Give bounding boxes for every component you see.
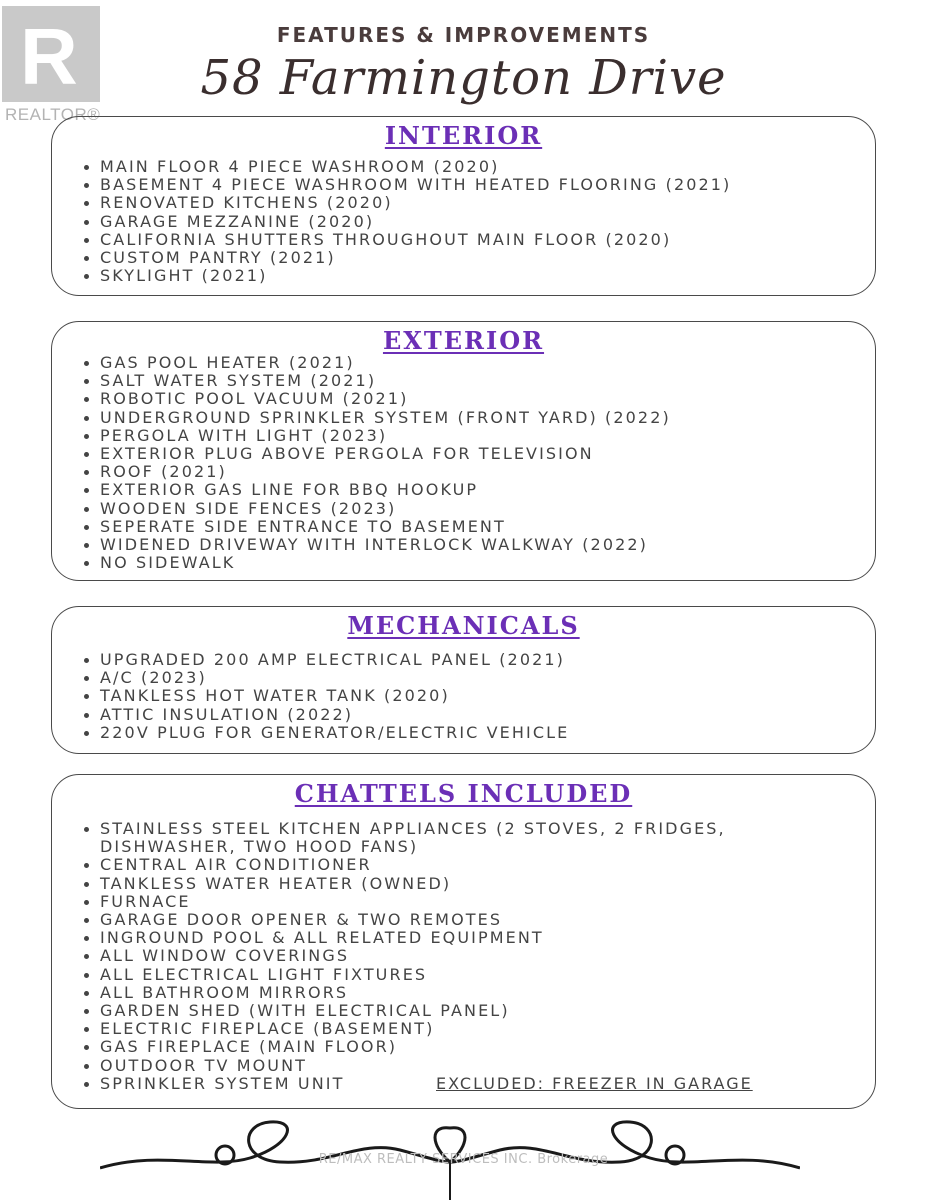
list-item: WIDENED DRIVEWAY WITH INTERLOCK WALKWAY (2022) <box>80 536 861 554</box>
list-item: ALL WINDOW COVERINGS <box>80 947 857 965</box>
list-item: RENOVATED KITCHENS (2020) <box>80 194 861 212</box>
list-item: WOODEN SIDE FENCES (2023) <box>80 500 861 518</box>
realtor-logo-text: REALTOR® <box>5 105 101 124</box>
interior-list <box>80 158 861 285</box>
list-item: INGROUND POOL & ALL RELATED EQUIPMENT <box>80 929 857 947</box>
mechanicals-list <box>80 651 861 742</box>
list-item: MAIN FLOOR 4 PIECE WASHROOM (2020) <box>80 158 861 176</box>
list-item: NO SIDEWALK <box>80 554 861 572</box>
mechanicals-card <box>51 606 876 754</box>
list-item: ELECTRIC FIREPLACE (BASEMENT) <box>80 1020 857 1038</box>
list-item: ATTIC INSULATION (2022) <box>80 706 861 724</box>
property-address: 58 Farmington Drive <box>200 50 727 106</box>
list-item: CUSTOM PANTRY (2021) <box>80 249 861 267</box>
list-item: OUTDOOR TV MOUNT <box>80 1057 857 1075</box>
list-item: FURNACE <box>80 893 857 911</box>
list-item: TANKLESS HOT WATER TANK (2020) <box>80 687 861 705</box>
list-item: GARAGE DOOR OPENER & TWO REMOTES <box>80 911 857 929</box>
list-item: CALIFORNIA SHUTTERS THROUGHOUT MAIN FLOOR (2020) <box>80 231 861 249</box>
list-item: ROBOTIC POOL VACUUM (2021) <box>80 390 861 408</box>
list-item: SPRINKLER SYSTEM UNIT <box>80 1075 857 1093</box>
list-item: A/C (2023) <box>80 669 861 687</box>
list-item: STAINLESS STEEL KITCHEN APPLIANCES (2 STOVES, 2 FRIDGES, DISHWASHER, TWO HOOD FANS) <box>80 820 857 856</box>
brokerage-watermark: RE/MAX REALTY SERVICES INC. Brokerage <box>318 1152 609 1167</box>
list-item: SEPERATE SIDE ENTRANCE TO BASEMENT <box>80 518 861 536</box>
realtor-logo-letter: R <box>20 12 78 101</box>
list-item: GARAGE MEZZANINE (2020) <box>80 213 861 231</box>
list-item: SALT WATER SYSTEM (2021) <box>80 372 861 390</box>
list-item: GAS FIREPLACE (MAIN FLOOR) <box>80 1038 857 1056</box>
list-item: SKYLIGHT (2021) <box>80 267 861 285</box>
list-item: ALL BATHROOM MIRRORS <box>80 984 857 1002</box>
exterior-list <box>80 354 861 572</box>
list-item: TANKLESS WATER HEATER (OWNED) <box>80 875 857 893</box>
excluded-note: EXCLUDED: FREEZER IN GARAGE <box>436 1074 753 1093</box>
exterior-card <box>51 321 876 581</box>
list-item: GARDEN SHED (WITH ELECTRICAL PANEL) <box>80 1002 857 1020</box>
list-item: 220V PLUG FOR GENERATOR/ELECTRIC VEHICLE <box>80 724 861 742</box>
chattels-list <box>80 820 857 1093</box>
list-item: PERGOLA WITH LIGHT (2023) <box>80 427 861 445</box>
list-item: GAS POOL HEATER (2021) <box>80 354 861 372</box>
chattels-title: CHATTELS INCLUDED <box>294 779 633 808</box>
exterior-title: EXTERIOR <box>382 326 545 355</box>
interior-title: INTERIOR <box>384 121 543 150</box>
list-item: BASEMENT 4 PIECE WASHROOM WITH HEATED FLOORING (2021) <box>80 176 861 194</box>
list-item: ROOF (2021) <box>80 463 861 481</box>
list-item: EXTERIOR GAS LINE FOR BBQ HOOKUP <box>80 481 861 499</box>
list-item: CENTRAL AIR CONDITIONER <box>80 856 857 874</box>
list-item: ALL ELECTRICAL LIGHT FIXTURES <box>80 966 857 984</box>
list-item: EXTERIOR PLUG ABOVE PERGOLA FOR TELEVISION <box>80 445 861 463</box>
mechanicals-title: MECHANICALS <box>347 611 580 640</box>
chattels-card <box>51 774 876 1109</box>
list-item: UNDERGROUND SPRINKLER SYSTEM (FRONT YARD) (2022) <box>80 409 861 427</box>
page-heading: FEATURES & IMPROVEMENTS <box>276 23 651 47</box>
interior-card <box>51 116 876 296</box>
list-item: UPGRADED 200 AMP ELECTRICAL PANEL (2021) <box>80 651 861 669</box>
